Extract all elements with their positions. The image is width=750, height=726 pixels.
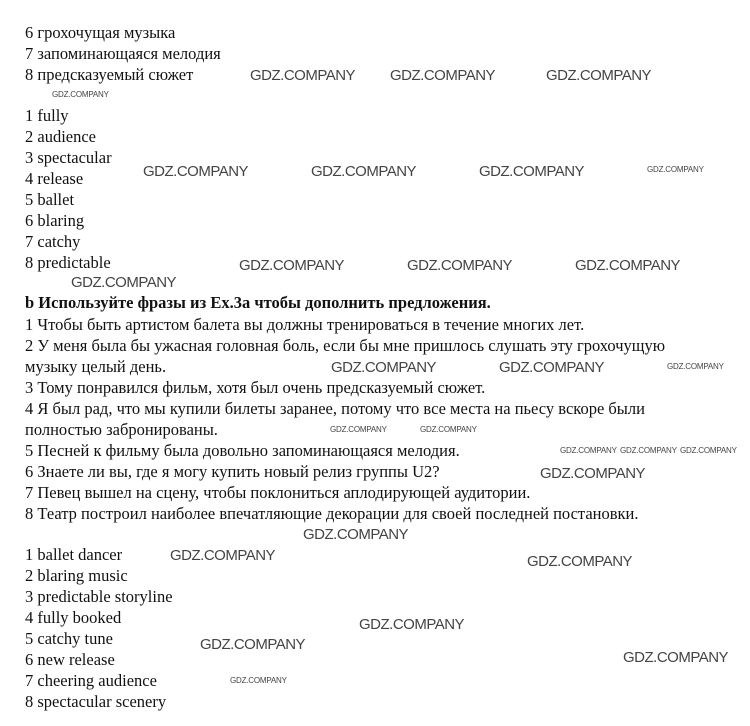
watermark: GDZ.COMPANY	[623, 649, 729, 666]
answer-line: 5 catchy tune	[25, 629, 113, 648]
answer-line: 3 predictable storyline	[25, 587, 173, 606]
answer-line: 6 blaring	[25, 211, 85, 230]
watermark: GDZ.COMPANY	[620, 446, 677, 455]
sentence-line: музыку целый день.	[25, 357, 167, 376]
sentence-line: 1 Чтобы быть артистом балета вы должны тренироваться в течение многих лет.	[25, 315, 585, 334]
watermark: GDZ.COMPANY	[499, 359, 605, 376]
watermark: GDZ.COMPANY	[330, 425, 387, 434]
watermark: GDZ.COMPANY	[540, 465, 646, 482]
sentence-line: полностью забронированы.	[25, 420, 218, 439]
answer-line: 5 ballet	[25, 190, 75, 209]
watermark: GDZ.COMPANY	[479, 163, 585, 180]
answer-line: 4 fully booked	[25, 608, 122, 627]
answer-line: 8 spectacular scenery	[25, 692, 167, 711]
watermark: GDZ.COMPANY	[546, 67, 652, 84]
sentence-line: 4 Я был рад, что мы купили билеты заранее, потому что все места на пьесу вскоре были	[25, 399, 645, 418]
watermark: GDZ.COMPANY	[680, 446, 737, 455]
answer-line: 1 fully	[25, 106, 69, 125]
watermark: GDZ.COMPANY	[420, 425, 477, 434]
watermark: GDZ.COMPANY	[359, 616, 465, 633]
answer-line: 2 audience	[25, 127, 97, 146]
text-line: 6 грохочущая музыка	[25, 23, 176, 42]
answer-line: 2 blaring music	[25, 566, 128, 585]
sentence-line: 5 Песней к фильму была довольно запоминающаяся мелодия.	[25, 441, 460, 460]
sentence-line: 3 Тому понравился фильм, хотя был очень предсказуемый сюжет.	[25, 378, 486, 397]
answer-line: 7 cheering audience	[25, 671, 157, 690]
answer-line: 4 release	[25, 169, 84, 188]
watermark: GDZ.COMPANY	[200, 636, 306, 653]
sentence-line: 6 Знаете ли вы, где я могу купить новый релиз группы U2?	[25, 462, 440, 481]
watermark: GDZ.COMPANY	[170, 547, 276, 564]
sentence-line: 8 Театр построил наиболее впечатляющие декорации для своей последней постановки.	[25, 504, 639, 523]
watermark: GDZ.COMPANY	[331, 359, 437, 376]
watermark: GDZ.COMPANY	[143, 163, 249, 180]
watermark: GDZ.COMPANY	[303, 526, 409, 543]
watermark: GDZ.COMPANY	[230, 676, 287, 685]
answer-line: 3 spectacular	[25, 148, 112, 167]
watermark: GDZ.COMPANY	[52, 90, 109, 99]
watermark: GDZ.COMPANY	[390, 67, 496, 84]
watermark: GDZ.COMPANY	[311, 163, 417, 180]
watermark: GDZ.COMPANY	[527, 553, 633, 570]
watermark: GDZ.COMPANY	[71, 274, 177, 291]
watermark: GDZ.COMPANY	[647, 165, 704, 174]
watermark: GDZ.COMPANY	[560, 446, 617, 455]
watermark: GDZ.COMPANY	[575, 257, 681, 274]
watermark: GDZ.COMPANY	[250, 67, 356, 84]
section-heading: b Используйте фразы из Ex.3a чтобы дополнить предложения.	[25, 293, 491, 312]
watermark: GDZ.COMPANY	[667, 362, 724, 371]
watermark: GDZ.COMPANY	[239, 257, 345, 274]
watermark: GDZ.COMPANY	[407, 257, 513, 274]
answer-line: 1 ballet dancer	[25, 545, 123, 564]
sentence-line: 2 У меня была бы ужасная головная боль, если бы мне пришлось слушать эту грохочущую	[25, 336, 666, 355]
answer-line: 7 catchy	[25, 232, 81, 251]
text-line: 8 предсказуемый сюжет	[25, 65, 194, 84]
sentence-line: 7 Певец вышел на сцену, чтобы поклониться аплодирующей аудитории.	[25, 483, 531, 502]
text-line: 7 запоминающаяся мелодия	[25, 44, 221, 63]
answer-line: 6 new release	[25, 650, 115, 669]
answer-line: 8 predictable	[25, 253, 111, 272]
